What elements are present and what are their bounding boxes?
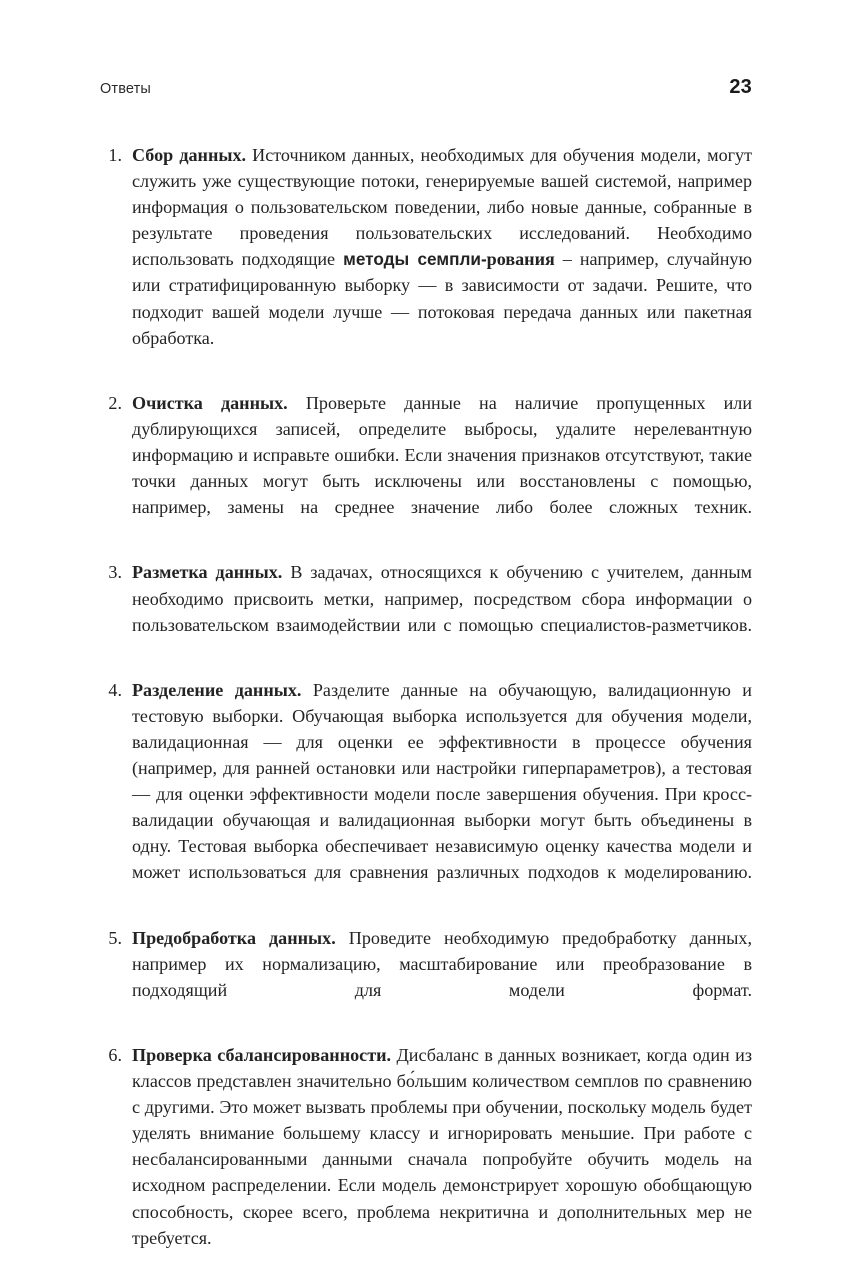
list-item-text: [132, 142, 752, 377]
list-item-lead: Разделение данных.: [132, 679, 302, 700]
list-item-body-a: Проведите необходимую предобработку данных, например их нормализацию, масштабирование или преобразование в подходящий для модели формат.: [132, 927, 753, 1000]
list-item: [100, 925, 752, 1029]
page-number: 23: [729, 76, 752, 98]
list-item: [100, 1042, 752, 1277]
list-item-lead: Предобработка данных.: [132, 927, 336, 948]
list-item-marker: 3.: [108, 562, 122, 583]
list-item-lead: Сбор данных.: [132, 145, 247, 165]
list-item-emphasis-sans: методы семпли-: [343, 249, 487, 270]
list-item-lead: Очистка данных.: [132, 392, 288, 413]
list-item-marker: 1.: [108, 145, 122, 165]
list-item-emphasis-serif: рования: [486, 249, 555, 270]
running-head-title: Ответы: [100, 81, 152, 97]
list-item-text: [132, 677, 752, 912]
list-item: [100, 677, 752, 912]
list-item-marker: 6.: [108, 1045, 122, 1065]
running-head: [100, 76, 752, 99]
list-item-body-b: – например, случайную или стратифицированную выборку — в зависимости от задачи. Решите, что подходит вашей модели лучше — потоковая передача данных или пакетная обработка.: [132, 249, 752, 348]
list-item-body-a: Источником данных, необходимых для обучения модели, могут служить уже существующие потоки, генерируемые вашей системой, например информация о пользовательском поведении, либо новые данные, собранные в результате проведения пользовательских исследований. Необходимо использовать подходящие: [132, 145, 752, 270]
list-item-body-a: Дисбаланс в данных возникает, когда один из классов представлен значительно бо́льшим количеством семплов по сравнению с другими. Это может вызвать проблемы при обучении, поскольку модель будет уделять внимание большему классу и игнорировать меньшие. При работе с несбалансированными данными сначала попробуйте обучить модель на исходном распределении. Если модель демонстрирует хорошую обобщающую способность, скорее всего, проблема некритична и дополнительных мер не требуется.: [132, 1045, 752, 1248]
list-item: [100, 559, 752, 663]
list-item-lead: Проверка сбалансированности.: [132, 1045, 392, 1065]
list-item-marker: 5.: [108, 927, 122, 948]
list-item-marker: 4.: [108, 679, 122, 700]
list-item-lead: Разметка данных.: [132, 562, 283, 583]
list-item-marker: 2.: [108, 392, 122, 413]
list-item: [100, 390, 752, 547]
list-item-text: [132, 1042, 752, 1277]
list-item-text: [132, 559, 752, 663]
list-item-body-a: Проверьте данные на наличие пропущенных или дублирующихся записей, определите выбросы, удалите нерелевантную информацию и исправьте ошибки. Если значения признаков отсутствуют, такие точки данных могут быть исключены или восстановлены с помощью, например, замены на среднее значение либо более сложных техник.: [132, 392, 753, 518]
list-item: [100, 142, 752, 377]
list-item-text: [132, 925, 752, 1029]
list-item-text: [132, 390, 752, 547]
answer-list: [100, 142, 752, 1277]
list-item-body-a: В задачах, относящихся к обучению с учителем, данным необходимо присвоить метки, например, посредством сбора информации о пользовательском взаимодействии или с помощью специалистов-разметчиков.: [132, 562, 752, 635]
list-item-body-a: Разделите данные на обучающую, валидационную и тестовую выборки. Обучающая выборка используется для обучения модели, валидационная — для оценки ее эффективности в процессе обучения (например, для ранней остановки или настройки гиперпараметров), а тестовая — для оценки эффективности модели после завершения обучения. При кросс-валидации обучающая и валидационная выборки могут быть объединены в одну. Тестовая выборка обеспечивает независимую оценку качества модели и может использоваться для сравнения различных подходов к моделированию.: [132, 679, 752, 883]
